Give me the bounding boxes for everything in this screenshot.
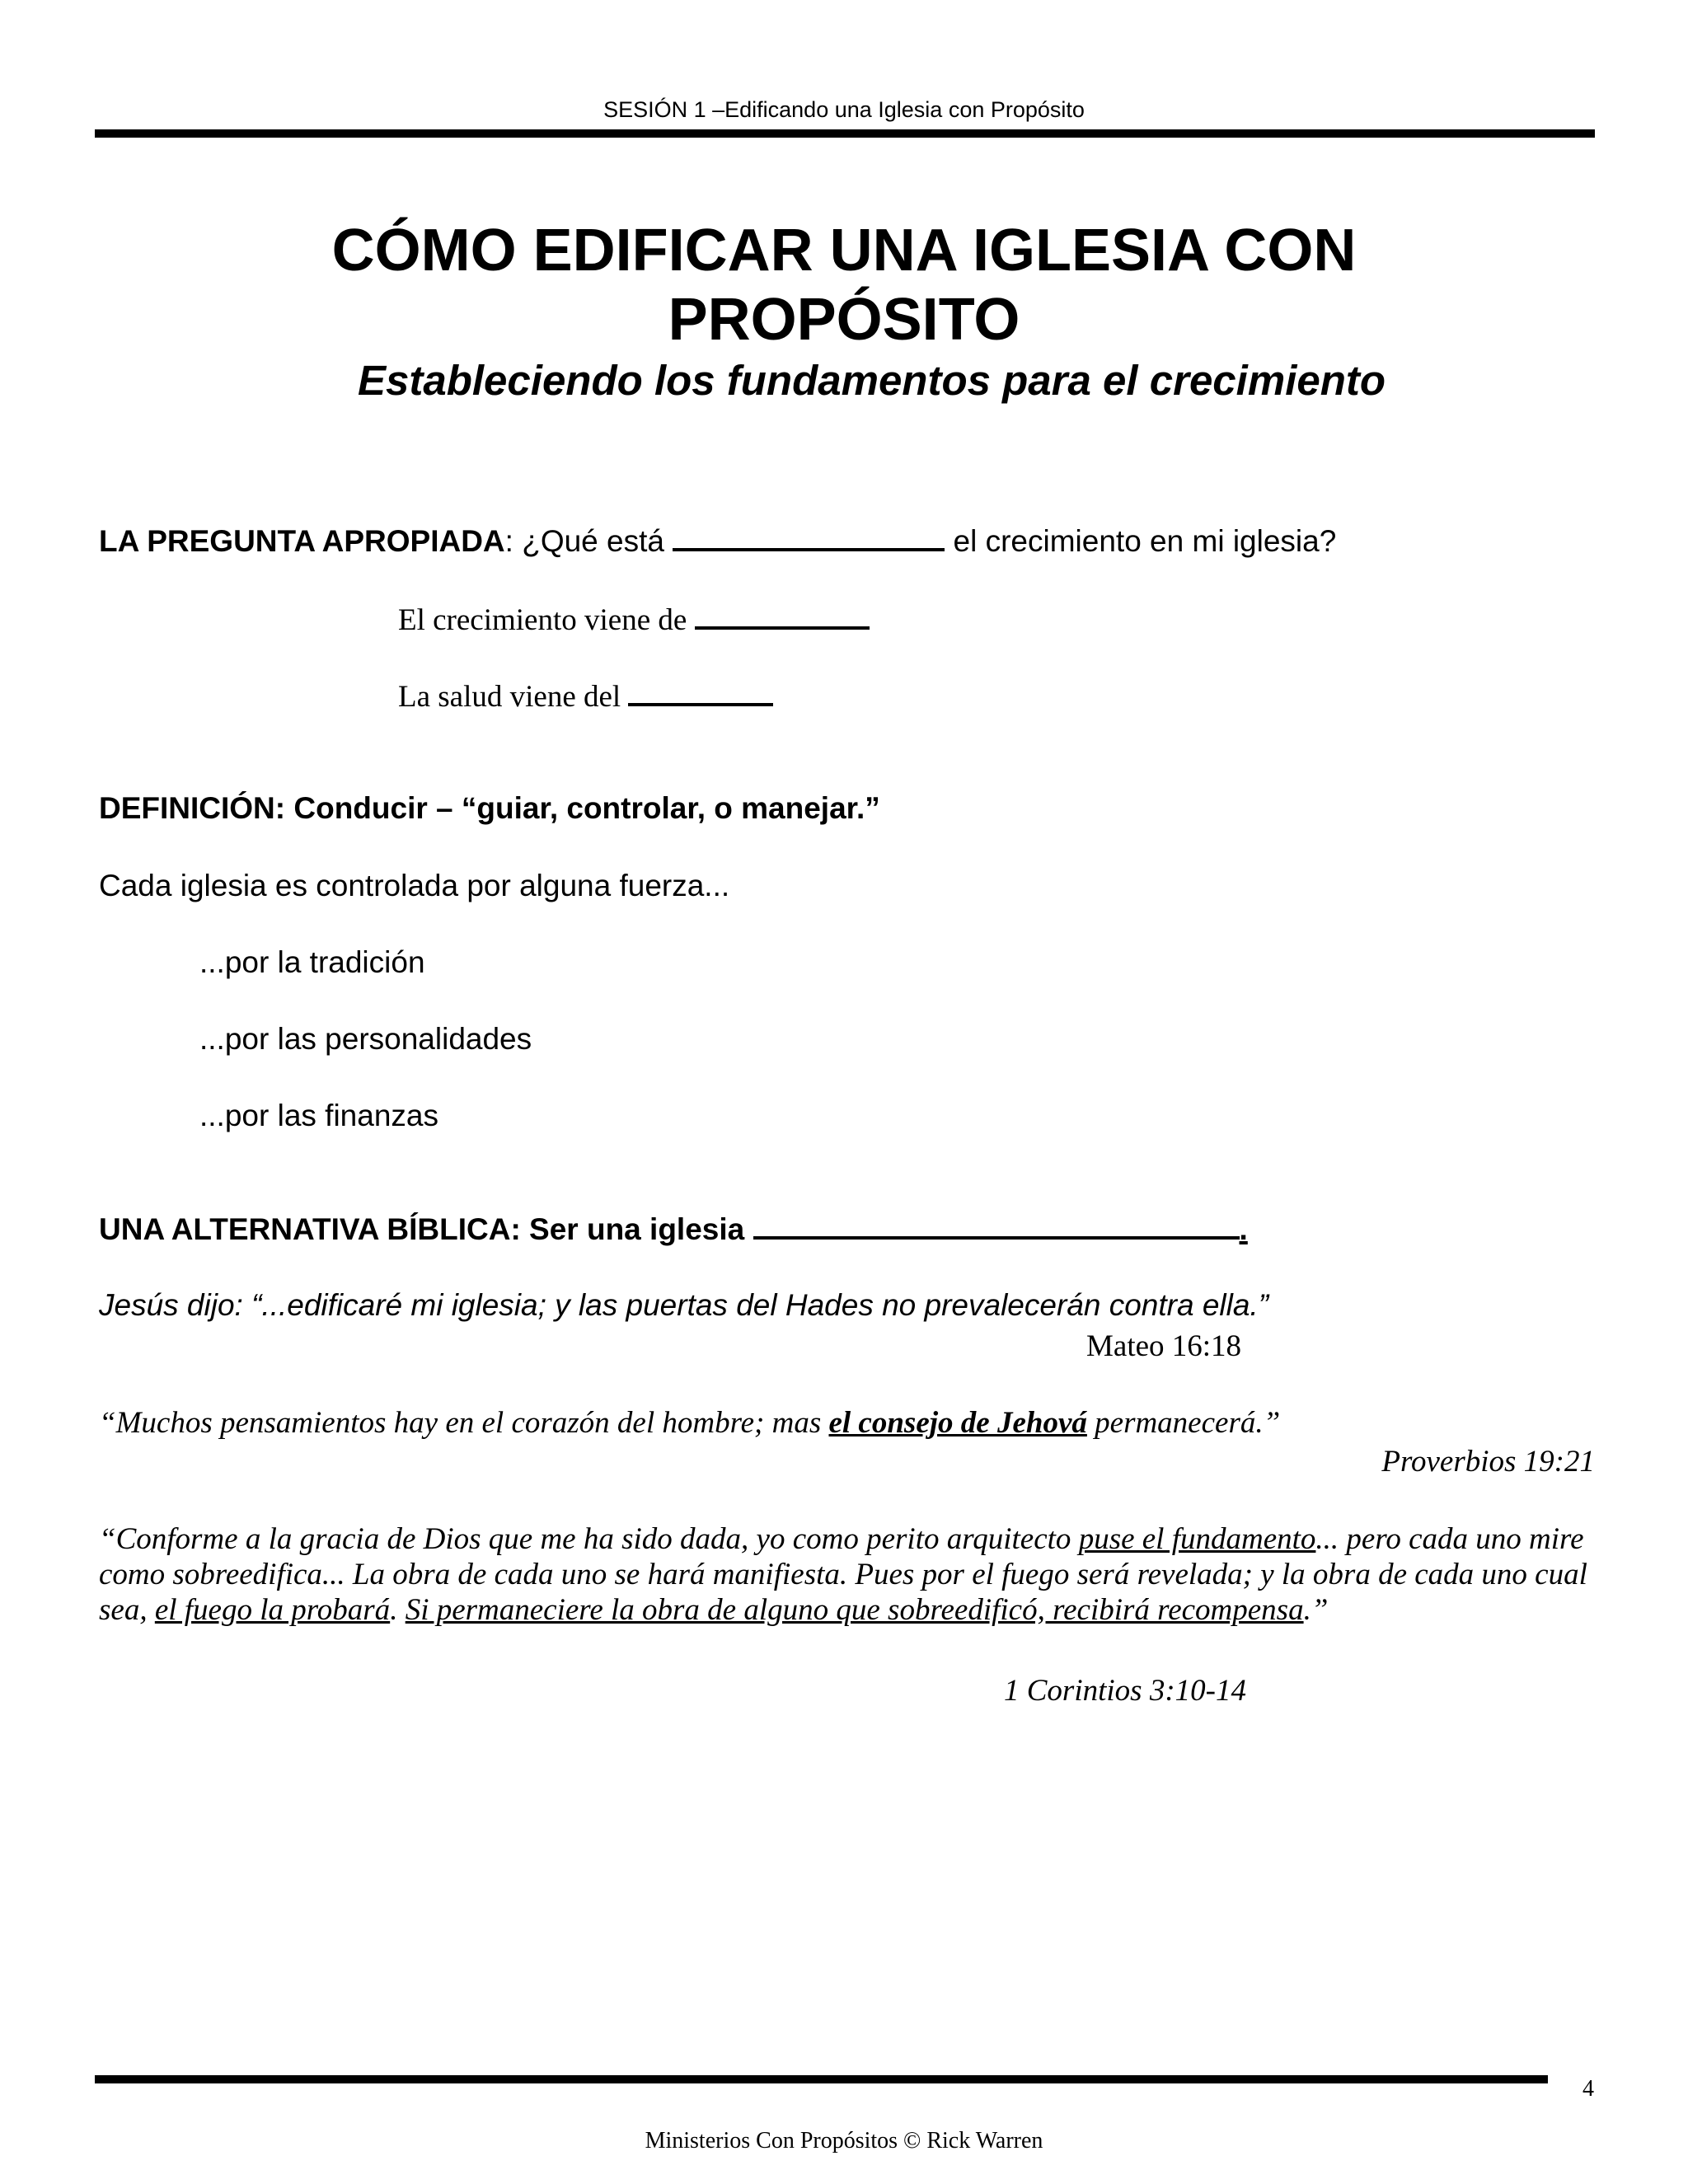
- corinthians-text-2: ... pero cada uno mire como sobreedifica... La obra de cada uno se hará manifiesta. Pues por el fuego será revelada; y la obra de cada uno cual sea,: [99, 1522, 1587, 1627]
- growth-text: El crecimiento viene de: [398, 603, 695, 637]
- force-item-finances: ...por las finanzas: [199, 1099, 438, 1132]
- title-line-2: PROPÓSITO: [668, 287, 1020, 353]
- corinthians-text-1: “Conforme a la gracia de Dios que me ha sido dada, yo como perito arquitecto: [99, 1522, 1079, 1556]
- question-post: el crecimiento en mi iglesia?: [945, 524, 1337, 558]
- page-subtitle: Estableciendo los fundamentos para el crecimiento: [358, 357, 1386, 404]
- corinthians-text-3: .: [390, 1593, 406, 1627]
- proverbs-emphasis: el consejo de Jehová: [828, 1406, 1087, 1440]
- corinthians-underline-1: puse el fundamento: [1078, 1522, 1316, 1556]
- controlled-line: Cada iglesia es controlada por alguna fuerza...: [99, 869, 730, 902]
- jesus-reference: Mateo 16:18: [1086, 1329, 1242, 1363]
- corinthians-underline-2: el fuego la probará: [154, 1593, 391, 1627]
- page-title: [0, 216, 1688, 354]
- proverbs-pre: “Muchos pensamientos hay en el corazón del hombre; mas: [99, 1406, 829, 1440]
- question-line: [99, 523, 1336, 559]
- health-blank: [628, 678, 773, 706]
- corinthians-quote: [99, 1521, 1599, 1628]
- title-line-1: CÓMO EDIFICAR UNA IGLESIA CON: [331, 218, 1357, 284]
- header-rule: [95, 129, 1595, 138]
- proverbs-quote: [99, 1405, 1280, 1441]
- proverbs-post: permanecerá.”: [1086, 1406, 1281, 1440]
- growth-blank: [695, 602, 870, 630]
- growth-line: [398, 602, 870, 638]
- corinthians-underline-3: Si permaneciere la obra de alguno que sobreedificó, recibirá recompensa: [405, 1593, 1304, 1627]
- force-item-personalities: ...por las personalidades: [199, 1022, 532, 1056]
- force-item-tradition: ...por la tradición: [199, 945, 425, 979]
- definition-line: DEFINICIÓN: Conducir – “guiar, controlar, o manejar.”: [99, 791, 880, 825]
- corinthians-text-4: .”: [1303, 1593, 1329, 1627]
- question-pre: : ¿Qué está: [504, 524, 673, 558]
- alternative-text: UNA ALTERNATIVA BÍBLICA: Ser una iglesia: [99, 1212, 753, 1246]
- footer-credit: Ministerios Con Propósitos © Rick Warren: [645, 2128, 1043, 2154]
- health-line: [398, 678, 773, 715]
- corinthians-reference: 1 Corintios 3:10-14: [1004, 1674, 1246, 1708]
- alternative-line: [99, 1212, 1248, 1247]
- session-header: SESIÓN 1 –Edificando una Iglesia con Propósito: [603, 97, 1085, 122]
- footer-rule: [95, 2075, 1548, 2083]
- question-blank: [673, 523, 945, 551]
- health-text: La salud viene del: [398, 680, 629, 714]
- question-label: LA PREGUNTA APROPIADA: [99, 524, 505, 558]
- alternative-period: .: [1239, 1212, 1248, 1246]
- alternative-blank: [753, 1212, 1240, 1240]
- proverbs-reference: Proverbios 19:21: [1381, 1445, 1595, 1479]
- page-number: 4: [1582, 2076, 1594, 2102]
- jesus-quote: Jesús dijo: “...edificaré mi iglesia; y las puertas del Hades no prevalecerán contra ella.”: [99, 1288, 1269, 1322]
